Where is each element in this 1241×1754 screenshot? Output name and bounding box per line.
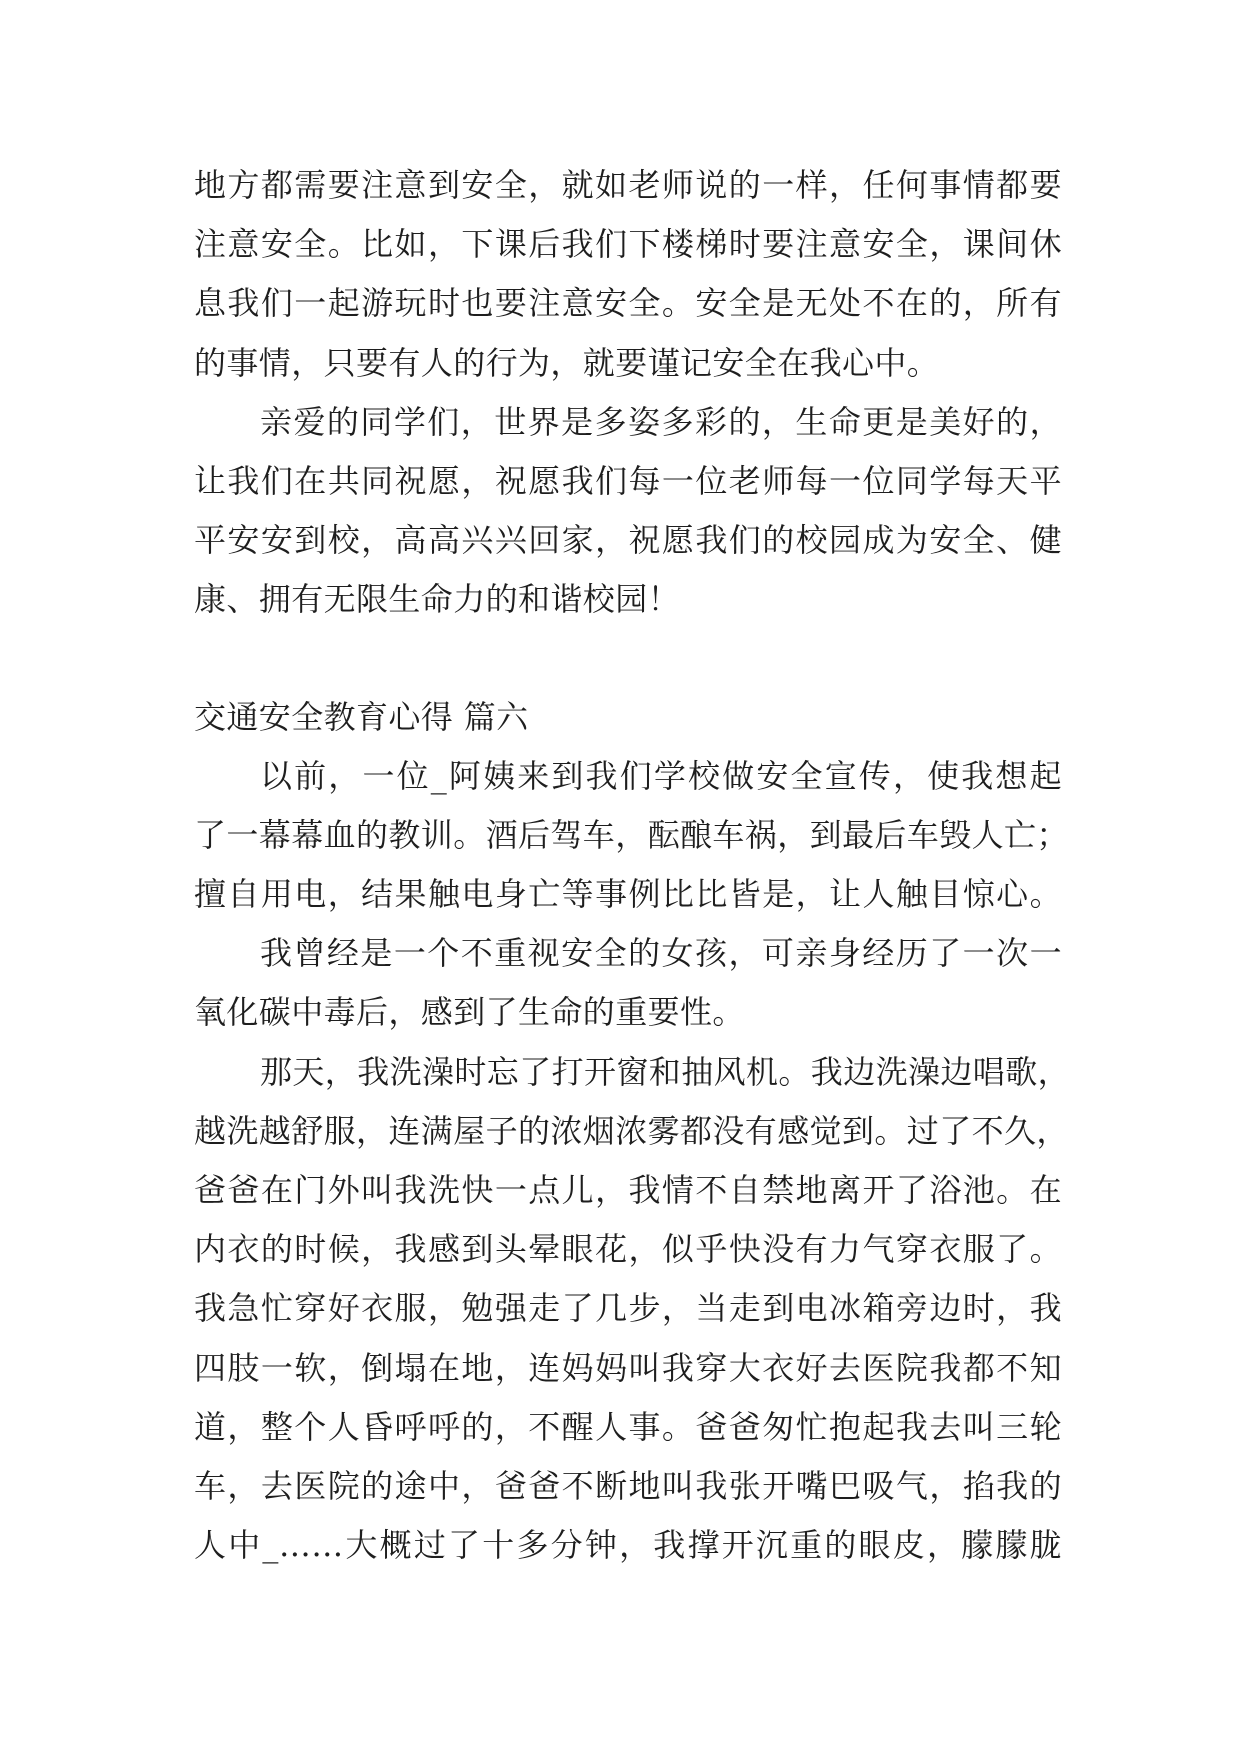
text-line: 亲爱的同学们，世界是多姿多彩的，生命更是美好的， <box>260 402 1062 441</box>
text-line: 我急忙穿好衣服，勉强走了几步，当走到电冰箱旁边时，我 <box>194 1289 1062 1328</box>
paragraph <box>194 156 1062 393</box>
text-line: 我曾经是一个不重视安全的女孩，可亲身经历了一次一 <box>260 934 1062 973</box>
text-line: 平安安到校，高高兴兴回家，祝愿我们的校园成为安全、健 <box>194 521 1062 560</box>
text-line: 注意安全。比如，下课后我们下楼梯时要注意安全，课间休 <box>194 225 1062 264</box>
text-line: 息我们一起游玩时也要注意安全。安全是无处不在的，所有 <box>194 284 1062 323</box>
text-line: 擅自用电，结果触电身亡等事例比比皆是，让人触目惊心。 <box>194 875 1062 914</box>
paragraph <box>194 924 1062 1042</box>
text-line: 地方都需要注意到安全，就如老师说的一样，任何事情都要 <box>194 166 1062 204</box>
text-line: 氧化碳中毒后，感到了生命的重要性。 <box>194 993 745 1032</box>
text-line: 的事情，只要有人的行为，就要谨记安全在我心中。 <box>194 343 940 382</box>
paragraph <box>194 393 1062 630</box>
paragraph <box>194 1043 1071 1576</box>
text-line: 了一幕幕血的教训。酒后驾车，酝酿车祸，到最后车毁人亡； <box>194 815 1069 854</box>
text-line: 以前，一位_阿姨来到我们学校做安全宣传，使我想起 <box>260 756 1062 795</box>
text-line: 让我们在共同祝愿，祝愿我们每一位老师每一位同学每天平 <box>194 461 1062 500</box>
text-line: 康、拥有无限生命力的和谐校园！ <box>194 580 681 619</box>
text-line: 内衣的时候，我感到头晕眼花，似乎快没有力气穿衣服了。 <box>194 1230 1062 1269</box>
paragraph <box>194 747 1069 925</box>
text-line: 爸爸在门外叫我洗快一点儿，我情不自禁地离开了浴池。在 <box>194 1171 1062 1209</box>
text-line: 那天，我洗澡时忘了打开窗和抽风机。我边洗澡边唱歌， <box>260 1052 1071 1091</box>
text-line: 车，去医院的途中，爸爸不断地叫我张开嘴巴吸气，掐我的 <box>194 1466 1062 1505</box>
document-body <box>194 156 1071 1575</box>
text-line: 道，整个人昏呼呼的，不醒人事。爸爸匆忙抱起我去叫三轮 <box>194 1407 1062 1446</box>
text-line: 人中_……大概过了十多分钟，我撑开沉重的眼皮，朦朦胧 <box>194 1526 1062 1565</box>
text-line: 四肢一软，倒塌在地，连妈妈叫我穿大衣好去医院我都不知 <box>194 1348 1062 1387</box>
section-heading: 交通安全教育心得 篇六 <box>194 697 529 736</box>
text-line: 越洗越舒服，连满屋子的浓烟浓雾都没有感觉到。过了不久， <box>194 1111 1069 1150</box>
